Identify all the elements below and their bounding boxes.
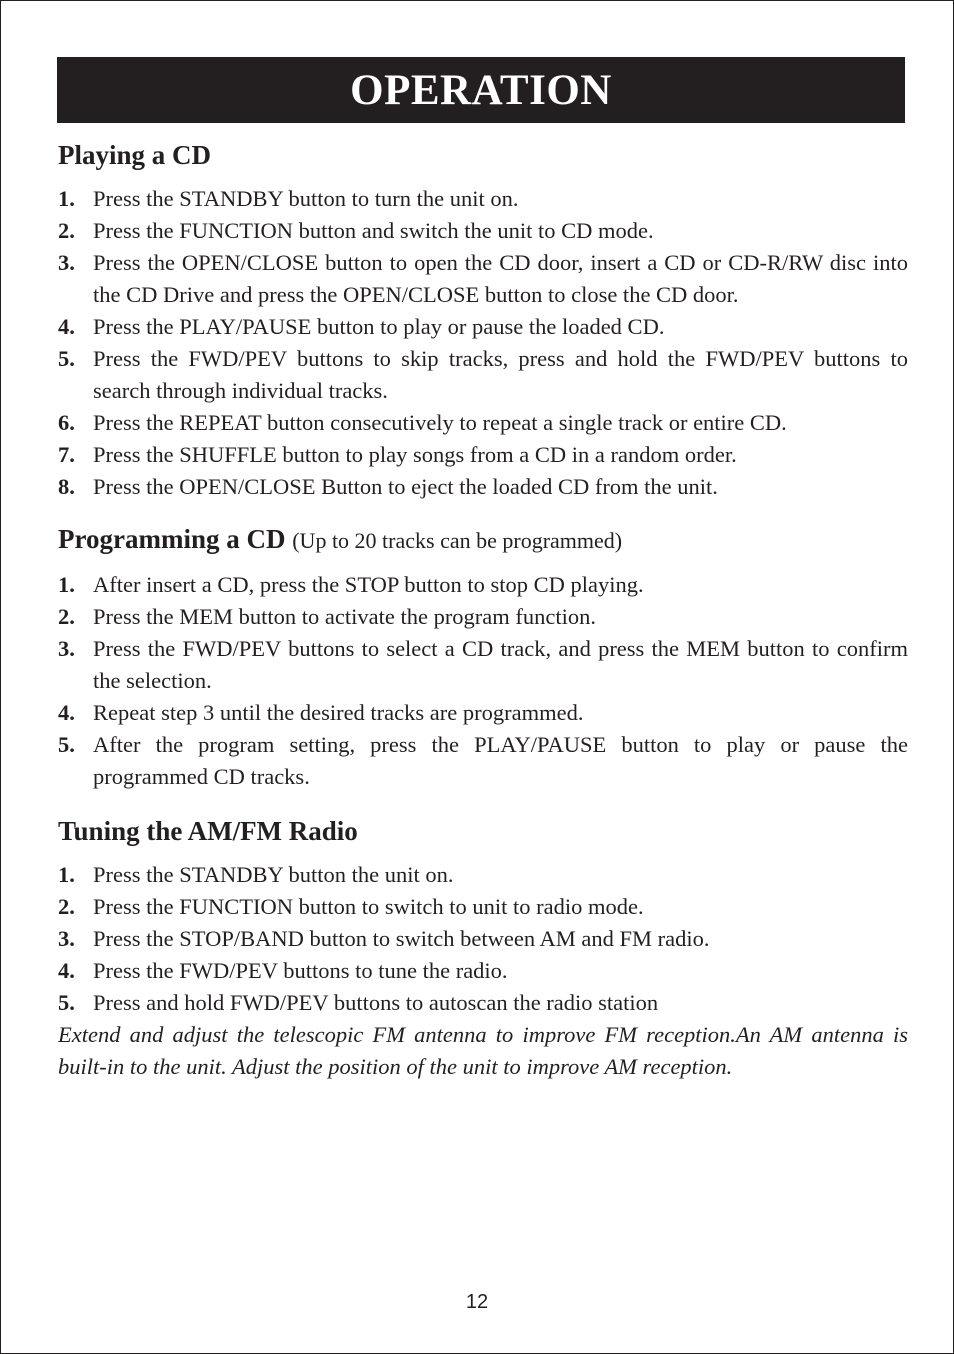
section-note: (Up to 20 tracks can be programmed): [292, 528, 623, 553]
step-number: 6.: [58, 410, 75, 435]
step-text: Press the STOP/BAND button to switch between AM and FM radio.: [93, 926, 710, 951]
step-list: [58, 569, 908, 793]
step-text: Press the STANDBY button to turn the unit on.: [93, 186, 519, 211]
list-item: [58, 697, 908, 729]
list-item: [58, 311, 908, 343]
step-text: Press the OPEN/CLOSE button to open the CD door, insert a CD or CD-R/RW disc into the CD Drive and press the OPEN/CLOSE button to close the CD door.: [93, 250, 908, 307]
section-programming-cd: [58, 519, 908, 793]
step-text: Press the SHUFFLE button to play songs from a CD in a random order.: [93, 442, 737, 467]
step-number: 5.: [58, 346, 75, 371]
step-text: Press the STANDBY button the unit on.: [93, 862, 454, 887]
list-item: [58, 439, 908, 471]
step-list: [58, 859, 908, 1019]
antenna-note: Extend and adjust the telescopic FM antenna to improve FM reception.An AM antenna is built-in to the unit. Adjust the position of the unit to improve AM reception.: [58, 1022, 908, 1079]
list-item: [58, 343, 908, 407]
step-number: 5.: [58, 732, 75, 757]
step-number: 5.: [58, 990, 75, 1015]
heading-text: Programming a CD: [58, 524, 286, 554]
step-number: 3.: [58, 926, 75, 951]
step-number: 2.: [58, 604, 75, 629]
section-heading: [58, 519, 908, 561]
step-text: Press the FWD/PEV buttons to skip tracks, press and hold the FWD/PEV buttons to search through individual tracks.: [93, 346, 908, 403]
heading-text: Playing a CD: [58, 140, 212, 170]
list-item: [58, 633, 908, 697]
list-item: [58, 923, 908, 955]
step-number: 3.: [58, 636, 75, 661]
list-item: [58, 891, 908, 923]
step-text: Press the FUNCTION button to switch to unit to radio mode.: [93, 894, 644, 919]
step-text: Press the REPEAT button consecutively to repeat a single track or entire CD.: [93, 410, 787, 435]
page-number: 12: [465, 1291, 489, 1313]
list-item: [58, 471, 908, 503]
list-item: [58, 729, 908, 793]
step-list: [58, 183, 908, 503]
list-item: [58, 247, 908, 311]
step-number: 7.: [58, 442, 75, 467]
step-text: Press the FWD/PEV buttons to tune the radio.: [93, 958, 508, 983]
step-text: After insert a CD, press the STOP button to stop CD playing.: [93, 572, 644, 597]
step-text: Press the MEM button to activate the program function.: [93, 604, 597, 629]
list-item: [58, 569, 908, 601]
page-content: [58, 135, 908, 1083]
section-heading: [58, 811, 908, 851]
list-item: [58, 183, 908, 215]
step-text: Press and hold FWD/PEV buttons to autoscan the radio station: [93, 990, 659, 1015]
list-item: [58, 601, 908, 633]
list-item: [58, 407, 908, 439]
step-text: Press the FWD/PEV buttons to select a CD track, and press the MEM button to confirm the selection.: [93, 636, 908, 693]
step-number: 1.: [58, 572, 75, 597]
section-playing-cd: [58, 135, 908, 503]
step-number: 4.: [58, 958, 75, 983]
list-item: [58, 955, 908, 987]
step-number: 2.: [58, 894, 75, 919]
step-text: Press the FUNCTION button and switch the unit to CD mode.: [93, 218, 654, 243]
heading-text: Tuning the AM/FM Radio: [58, 816, 358, 846]
list-item: [58, 987, 908, 1019]
banner-title: OPERATION: [350, 66, 612, 114]
step-number: 4.: [58, 700, 75, 725]
step-number: 1.: [58, 862, 75, 887]
section-heading: [58, 135, 908, 175]
step-text: Press the PLAY/PAUSE button to play or pause the loaded CD.: [93, 314, 665, 339]
step-text: After the program setting, press the PLAY/PAUSE button to play or pause the programmed CD tracks.: [93, 732, 908, 789]
list-item: [58, 859, 908, 891]
step-number: 3.: [58, 250, 75, 275]
step-text: Repeat step 3 until the desired tracks are programmed.: [93, 700, 584, 725]
step-number: 4.: [58, 314, 75, 339]
list-item: [58, 215, 908, 247]
step-number: 8.: [58, 474, 75, 499]
step-number: 2.: [58, 218, 75, 243]
step-text: Press the OPEN/CLOSE Button to eject the loaded CD from the unit.: [93, 474, 718, 499]
section-tuning-radio: [58, 811, 908, 1083]
step-number: 1.: [58, 186, 75, 211]
operation-banner: [57, 57, 905, 123]
